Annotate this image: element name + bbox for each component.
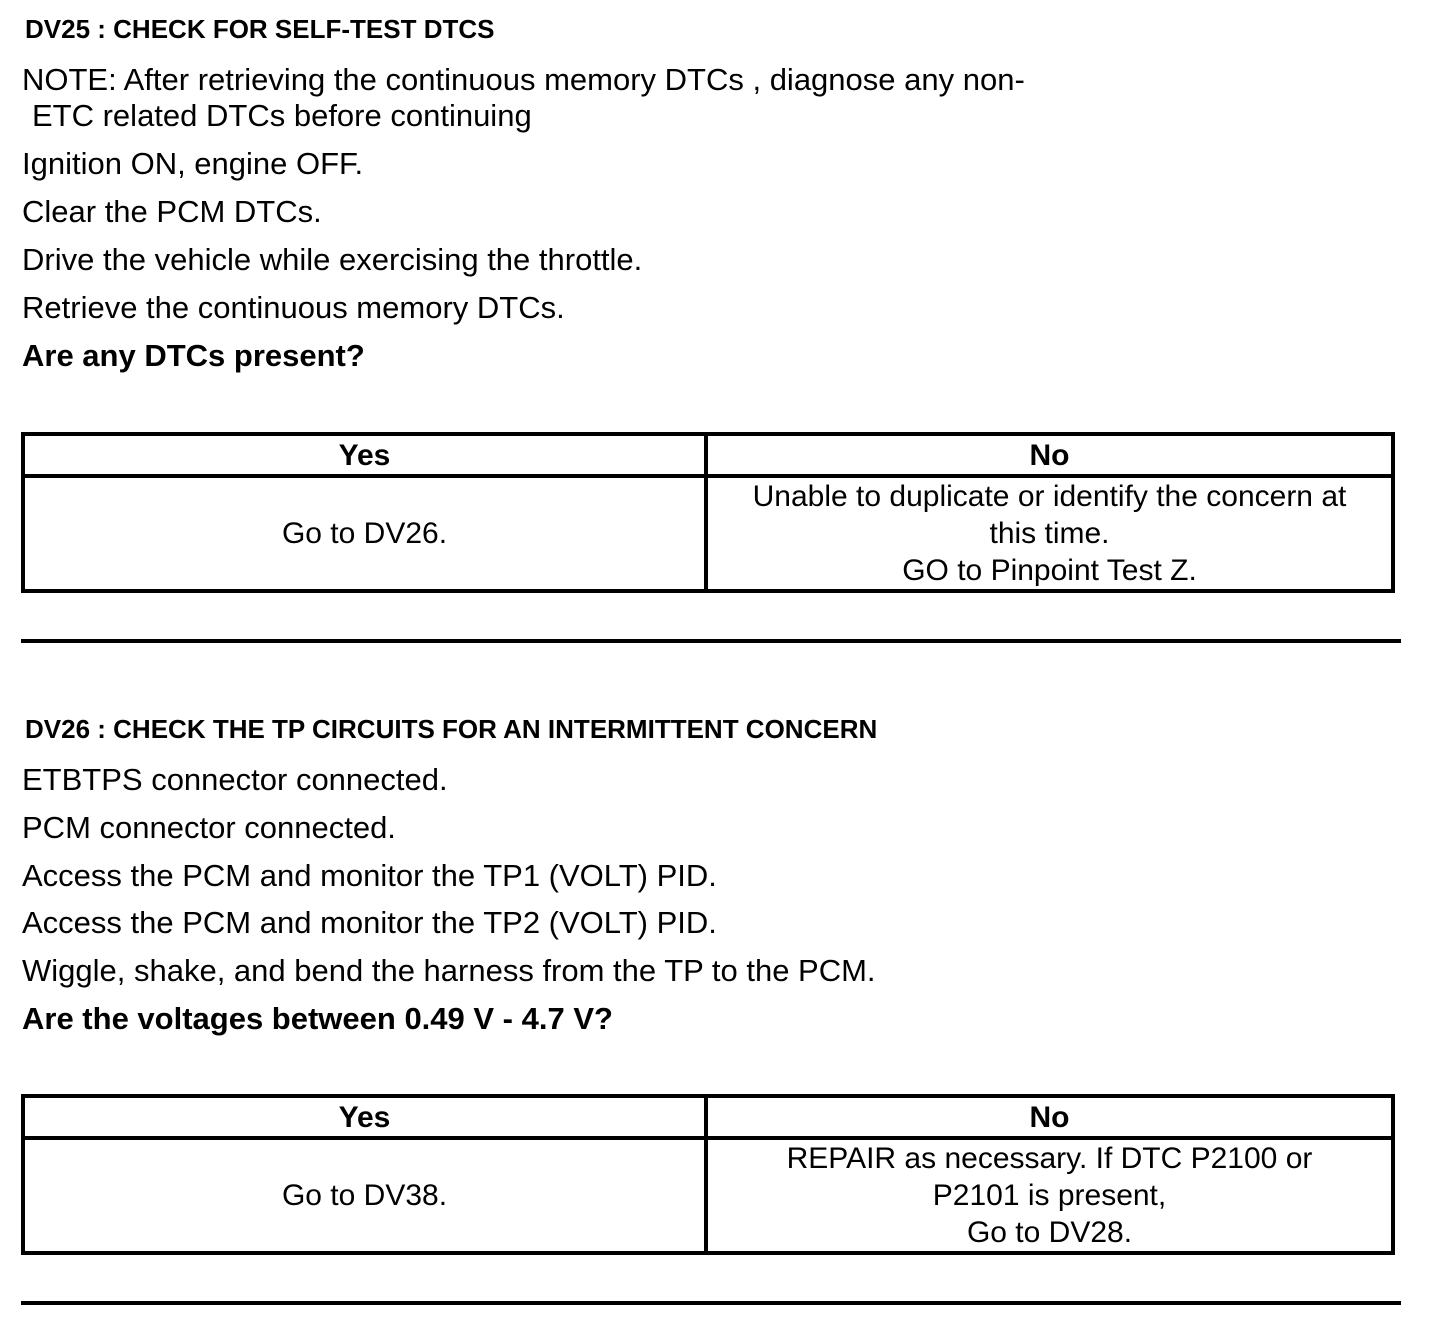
step-monitor-tp2: Access the PCM and monitor the TP2 (VOLT) PID.: [22, 905, 717, 940]
table-row: [23, 1138, 1393, 1253]
decision-table-dv26: [21, 1094, 1395, 1255]
no-action-line: Unable to duplicate or identify the concern at: [752, 480, 1347, 513]
no-action: [706, 476, 1393, 591]
no-action-line: Go to DV28.: [966, 1216, 1133, 1249]
step-clear-dtcs: Clear the PCM DTCs.: [22, 194, 322, 229]
section-divider: [21, 1301, 1401, 1305]
yes-header: Yes: [23, 1096, 706, 1138]
step-retrieve-dtcs: Retrieve the continuous memory DTCs.: [22, 290, 565, 325]
no-action-line: this time.: [989, 517, 1110, 550]
step-pcm-connected: PCM connector connected.: [22, 810, 396, 845]
no-header: No: [706, 434, 1393, 476]
question-dtcs-present: Are any DTCs present?: [22, 338, 365, 373]
step-drive-vehicle: Drive the vehicle while exercising the throttle.: [22, 242, 643, 277]
question-voltages: Are the voltages between 0.49 V - 4.7 V?: [22, 1001, 613, 1036]
step-ignition-on: Ignition ON, engine OFF.: [22, 146, 364, 181]
step-monitor-tp1: Access the PCM and monitor the TP1 (VOLT) PID.: [22, 858, 717, 893]
table-header-row: [23, 434, 1393, 476]
step-etbtps-connected: ETBTPS connector connected.: [22, 762, 448, 797]
step-wiggle-harness: Wiggle, shake, and bend the harness from the TP to the PCM.: [22, 953, 876, 988]
no-action-line: REPAIR as necessary. If DTC P2100 or: [786, 1142, 1313, 1175]
yes-header: Yes: [23, 434, 706, 476]
decision-table-dv25: [21, 432, 1395, 593]
section-divider: [21, 639, 1401, 643]
no-action-line: GO to Pinpoint Test Z.: [902, 554, 1197, 587]
section-heading-dv26: DV26 : CHECK THE TP CIRCUITS FOR AN INTERMITTENT CONCERN: [25, 714, 878, 744]
section-heading-dv25: DV25 : CHECK FOR SELF-TEST DTCS: [25, 14, 495, 44]
table-row: [23, 476, 1393, 591]
no-action-line: P2101 is present,: [932, 1179, 1167, 1212]
note-line-2: ETC related DTCs before continuing: [32, 98, 532, 133]
no-action: [706, 1138, 1393, 1253]
table-header-row: [23, 1096, 1393, 1138]
note-line-1: NOTE: After retrieving the continuous memory DTCs , diagnose any non-: [22, 62, 1025, 97]
yes-action: Go to DV26.: [23, 476, 706, 591]
yes-action: Go to DV38.: [23, 1138, 706, 1253]
no-header: No: [706, 1096, 1393, 1138]
